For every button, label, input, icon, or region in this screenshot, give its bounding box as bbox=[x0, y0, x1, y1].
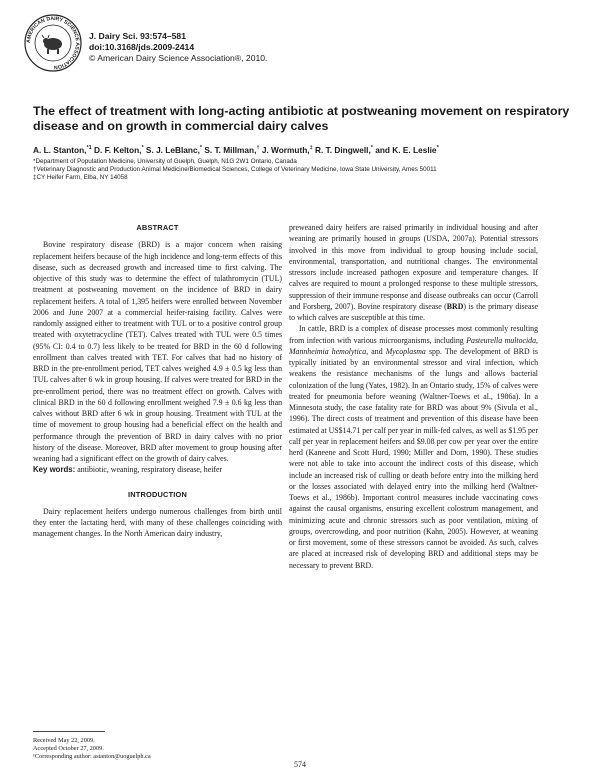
introduction-paragraph-1: Dairy replacement heifers undergo numerous challenges from birth until they enter the lactating herd, with many of these challenges coinciding with management changes. In the North American dairy industry, bbox=[33, 506, 282, 539]
author-list: A. L. Stanton,$^{*1}$ D. F. Kelton,* S. J. LeBlanc,* S. T. Millman,† J. Wormuth,‡ R. T. Dingwell,* and K. E. Leslie* bbox=[33, 145, 439, 155]
author-name: J. Wormuth, bbox=[261, 145, 310, 155]
author-name: S. T. Millman, bbox=[204, 145, 257, 155]
affiliation-3: ‡CY Heifer Farm, Elba, NY 14058 bbox=[33, 174, 128, 181]
journal-citation: J. Dairy Sci. 93:574–581 bbox=[89, 31, 186, 41]
keywords-label: Key words: bbox=[33, 465, 76, 475]
article-doi: doi:10.3168/jds.2009-2414 bbox=[89, 42, 195, 52]
footnote-rule bbox=[33, 731, 105, 732]
author-affiliation-mark: * bbox=[370, 145, 373, 152]
author-affiliation-mark: † bbox=[256, 145, 260, 152]
svg-text:AMERICAN DAIRY SCIENCE ASSOCIA: AMERICAN DAIRY SCIENCE ASSOCIATION bbox=[25, 15, 81, 71]
affiliation-1: *Department of Population Medicine, University of Guelph, Guelph, N1G 2W1 Ontario, Canada bbox=[33, 158, 297, 165]
page-number: 574 bbox=[294, 760, 306, 769]
abstract-heading: ABSTRACT bbox=[136, 223, 179, 232]
author-name: D. F. Kelton, bbox=[93, 145, 142, 155]
abstract-body: Bovine respiratory disease (BRD) is a major concern when raising replacement heifers because of the high incidence and long-term effects of this disease, such as decreased growth and increased time to first calving. The objective of this study was to determine the effect of tulathromycin (TUL) treatment at postweaning movement on the incidence of BRD in dairy replacement heifers. A total of 1,395 heifers were enrolled between November 2006 and June 2007 at a commercial heifer-raising facility. Calves were randomly assigned either to treatment with TUL or to a positive control group treated with oxytetracycline (TET). Calves treated with TUL were 0.5 times (95% CI: 0.4 to 0.7) less likely to be treated for BRD in the 60 d following enrollment than calves treated with TET. For calves that had no history of BRD in the pre-enrollment period, TET calves weighed 4.9 ± 0.5 kg less than TUL calves after 6 wk in group housing. If calves were treated for BRD in the pre-enrollment period, there was no treatment effect on growth. Calves with clinical BRD in the 60 d following enrollment weighed 7.9 ± 0.6 kg less than calves without BRD after 6 wk in group housing. Treatment with TUL at the time of movement to group housing had a beneficial effect on the health and performance through the prevention of BRD in dairy calves with no prior history of the disease. Moreover, BRD after movement to group housing after weaning had a significant effect on the growth of dairy calves. bbox=[33, 240, 282, 463]
author-name: K. E. Leslie bbox=[392, 145, 437, 155]
keywords-list: antibiotic, weaning, respiratory disease, heifer bbox=[77, 465, 223, 475]
author-affiliation-mark: ‡ bbox=[309, 145, 313, 152]
affiliation-2: †Veterinary Diagnostic and Production Animal Medicine/Biomedical Sciences, College of Veterinary Medicine, Iowa State University, Ames 50011 bbox=[33, 166, 437, 173]
author-name: S. J. LeBlanc, bbox=[145, 145, 200, 155]
author-affiliation-mark: * bbox=[436, 145, 439, 152]
corresponding-author: ¹Corresponding author: astanton@uoguelph.ca bbox=[33, 753, 151, 760]
right-paragraph-1: preweaned dairy heifers are raised primarily in individual housing and after weaning are primarily housed in groups (USDA, 2007a). Potential stressors involved in this move from individual to group housing include social, environmental, transportation, and nutritional changes. The environmental stressors include increased pathogen exposure and temperature changes. If calves are required to mount a prolonged response to these multiple stressors, suppression of their immune response and disease outbreaks can occur (Carroll and Forsberg, 2007). Bovine respiratory disease (BRD) is the primary disease to which calves are susceptible at this time. bbox=[289, 223, 538, 322]
author-affiliation-mark: * bbox=[199, 145, 203, 152]
copyright-notice: © American Dairy Science Association®, 2010. bbox=[89, 53, 268, 63]
accepted-date: Accepted October 27, 2009. bbox=[33, 745, 104, 752]
article-title: The effect of treatment with long-acting antibiotic at postweaning movement on respiratory disease and on growth in commercial dairy calves bbox=[33, 104, 570, 133]
author-affiliation-mark: * bbox=[141, 145, 144, 152]
left-column bbox=[33, 222, 282, 540]
author-name: A. L. Stanton, bbox=[33, 145, 87, 155]
introduction-heading: INTRODUCTION bbox=[127, 489, 188, 499]
right-column bbox=[289, 222, 538, 571]
author-name: R. T. Dingwell, bbox=[314, 145, 371, 155]
journal-seal-logo bbox=[24, 14, 82, 72]
received-date: Received May 22, 2009. bbox=[33, 737, 95, 744]
author-affiliation-mark: *1 bbox=[86, 145, 92, 152]
keywords-line bbox=[33, 464, 282, 475]
right-paragraph-2: In cattle, BRD is a complex of disease processes most commonly resulting from infection with various microorganisms, including Pasteurella multocida, Mannheimia hemolytica, and Mycoplasma spp. The development of BRD is typically initiated by an environmental stressor and viral infection, which weakens the resistance mechanisms of the lungs and allows bacterial colonization of the lung (Yates, 1982). In an Ontario study, 15% of calves were treated for pneumonia before weaning (Waltner-Toews et al., 1986a). In a Minnesota study, the case fatality rate for BRD was about 9% (Sivula et al., 1996). The direct costs of treatment and prevention of this disease have been estimated at US$14.71 per calf per year in milk-fed calves, as well as $1.95 per calf per year in replacement heifers and $9.08 per cow per year over the entire herd (Kaneene and Scott Hurd, 1990; Miller and Dorn, 1990). These studies were not able to take into account the indirect costs of this disease, which include an increased risk of culling or death before entry into the milking herd or the losses associated with delayed entry into the milking herd (Waltner-Toews et al., 1986b). Important control measures include vaccinating cows against the causal organisms, ensuring excellent colostrum management, and minimizing acute and chronic stressors such as poor ventilation, mixing of groups, overcrowding, and poor nutrition (Kahn, 2005). However, at weaning or first movement, some of these stressors cannot be avoided. As such, calves are placed at increased risk of developing BRD and additional steps may be necessary to prevent BRD. bbox=[289, 324, 538, 570]
